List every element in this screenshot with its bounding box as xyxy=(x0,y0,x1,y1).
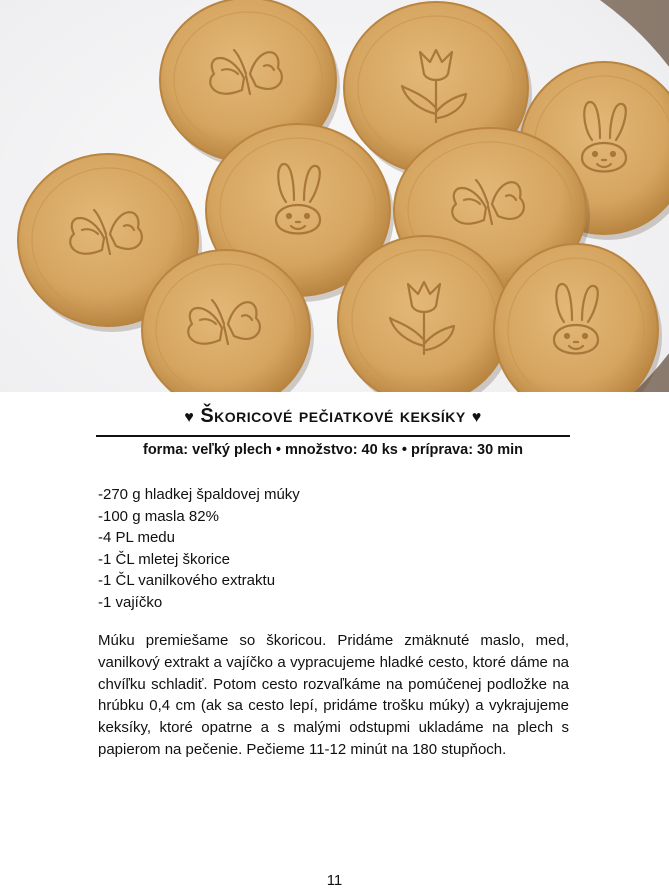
cookies-photo xyxy=(0,0,669,392)
recipe-title-text: Škoricové pečiatkové keksíky xyxy=(200,405,466,427)
ingredients-list xyxy=(98,484,300,614)
title-divider xyxy=(96,435,570,437)
recipe-title xyxy=(96,404,570,430)
ingredient-item: -1 vajíčko xyxy=(98,593,163,611)
ingredient-item: -1 ČL mletej škorice xyxy=(98,550,230,568)
recipe-meta: forma: veľký plech • množstvo: 40 ks • príprava: 30 min xyxy=(143,442,523,458)
ingredient-item: -1 ČL vanilkového extraktu xyxy=(98,572,276,590)
page-number: 11 xyxy=(326,872,343,889)
ingredient-item: -270 g hladkej špaldovej múky xyxy=(98,486,300,503)
heart-icon-right: ♥ xyxy=(471,409,482,426)
method-paragraph: Múku premiešame so škoricou. Pridáme zmäknuté maslo, med, vanilkový extrakt a vajíčko a vypracujeme hladké cesto, ktoré dáme na chvíľku schladiť. Potom cesto rozvaľkáme na pomúčenej podložke na hrúbku 0,4 cm (ak sa cesto lepí, pridáme trošku múky) a vykrajujeme keksíky, ktoré opatrne a s malými odstupmi ukladáme na plech s papierom na pečenie. Pečieme 11-12 minút na 180 stupňoch. xyxy=(98,632,569,758)
ingredient-item: -4 PL medu xyxy=(98,529,175,547)
ingredient-item: -100 g masla 82% xyxy=(98,507,219,525)
heart-icon-left: ♥ xyxy=(184,409,195,426)
